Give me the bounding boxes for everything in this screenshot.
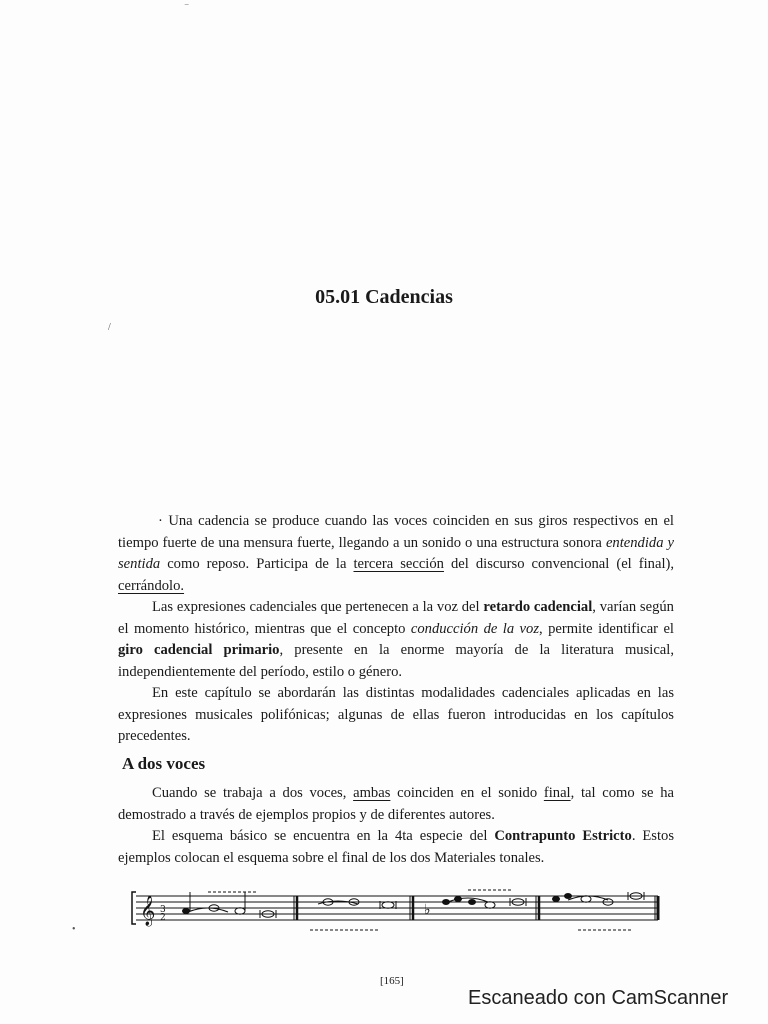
- bold-run: Contrapunto Estricto: [494, 828, 632, 844]
- underlined-run: cerrándolo.: [118, 577, 185, 594]
- text-run: Las expresiones cadenciales que pertenecen a la voz del: [152, 599, 484, 615]
- page-title: 05.01 Cadencias: [315, 286, 453, 308]
- text-run: como reposo. Participa de la: [160, 556, 354, 572]
- intro-paragraph-3: En este capítulo se abordarán las distintas modalidades cadenciales aplicadas en las expresiones musicales polifónicas; algunas de ellas fueron introducidas en los capítulos precedentes.: [118, 685, 674, 744]
- music-score-example: [128, 882, 668, 952]
- intro-text: [118, 511, 674, 748]
- scan-mark: ‾: [185, 5, 189, 16]
- text-run: Cuando se trabaja a dos voces,: [152, 785, 354, 801]
- section-text: [118, 783, 674, 869]
- underlined-run: final: [543, 785, 571, 801]
- page-number: [165]: [380, 975, 404, 987]
- bullet-mark: ·: [158, 513, 169, 529]
- scan-mark: •: [72, 924, 76, 935]
- intro-paragraph-2: [118, 597, 674, 683]
- italic-run: entendida y sentida: [118, 534, 674, 572]
- section-paragraph-1: [118, 783, 674, 826]
- text-run: coinciden en el sonido: [390, 785, 544, 801]
- text-run: , permite identificar el: [539, 620, 674, 637]
- text-run: , varían según el momento histórico, mientras que el concepto: [118, 599, 674, 637]
- bold-run: retardo cadencial: [483, 599, 593, 615]
- text-run: del discurso convencional (el final),: [443, 556, 675, 572]
- svg-text:𝄞: 𝄞: [140, 896, 156, 926]
- underlined-run: tercera sección: [353, 556, 444, 572]
- underlined-run: ambas: [353, 785, 391, 801]
- text-run: , tal como se ha demostrado a través de ejemplos propios y de diferentes autores.: [118, 785, 675, 823]
- section-paragraph-2: [118, 826, 674, 869]
- camscanner-watermark: Escaneado con CamScanner: [468, 987, 729, 1009]
- text-run: El esquema básico se encuentra en la 4ta especie del: [152, 828, 495, 844]
- text-run: , presente en la enorme mayoría de la literatura musical, independientemente del período, estilo o género.: [118, 642, 674, 680]
- intro-paragraph-1: [118, 511, 674, 597]
- svg-text:2: 2: [160, 913, 166, 923]
- scan-mark: /: [108, 322, 111, 333]
- text-run: Una cadencia se produce cuando las voces coinciden en sus giros respectivos en el tiempo fuerte de una mensura fuerte, llegando a un sonido o una estructura sonora: [118, 513, 674, 551]
- svg-text:♭: ♭: [424, 902, 431, 918]
- svg-text:3: 3: [160, 905, 166, 915]
- bold-run: giro cadencial primario: [118, 642, 280, 658]
- text-run: . Estos ejemplos colocan el esquema sobre el final de los dos Materiales tonales.: [118, 828, 675, 866]
- section-heading: A dos voces: [122, 754, 206, 773]
- italic-run: conducción de la voz: [410, 620, 539, 637]
